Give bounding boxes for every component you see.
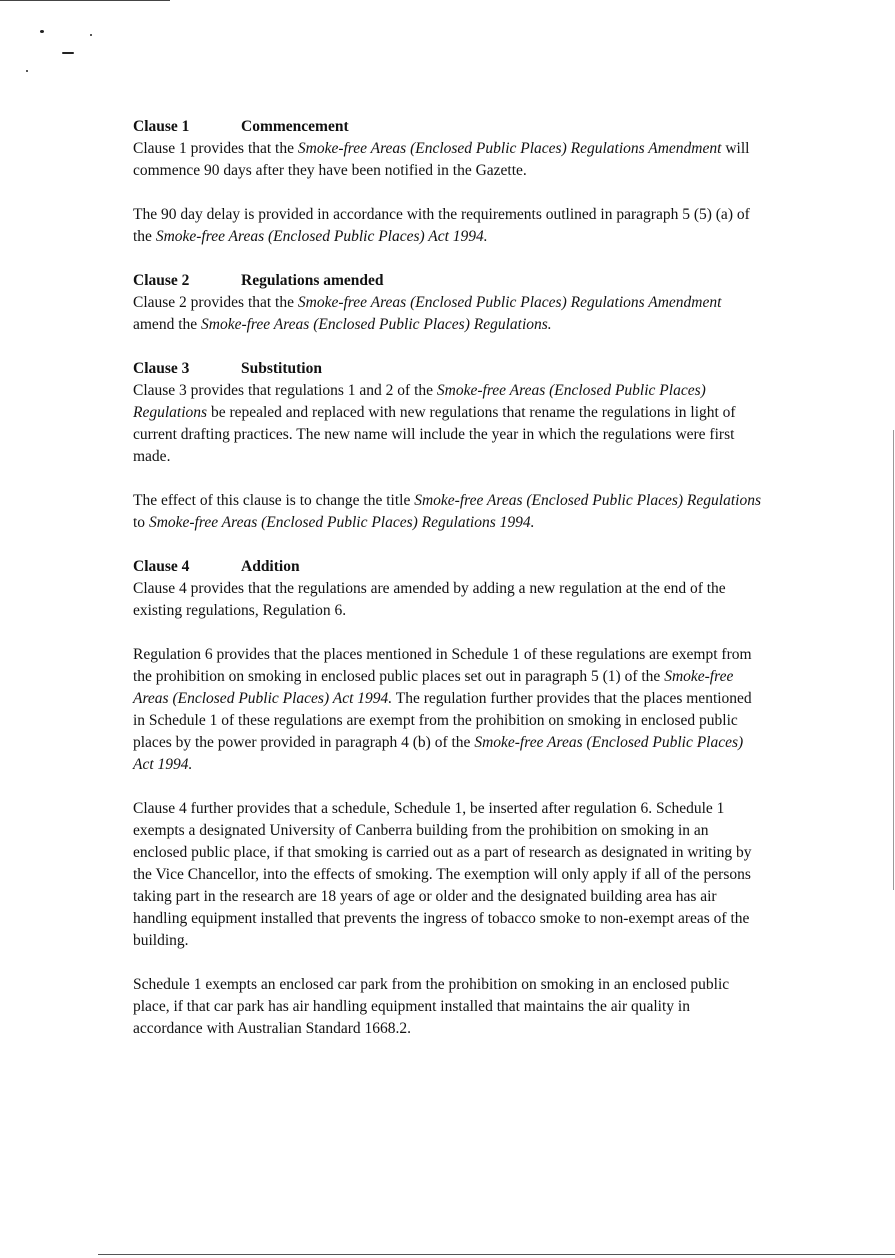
italic-citation: Smoke-free Areas (Enclosed Public Places) Regulations — [133, 382, 706, 421]
text-run: Regulation 6 provides that the places mentioned in Schedule 1 of these regulations are exempt from the prohibition on smoking in enclosed public places set out in paragraph 5 (1) of the — [133, 646, 752, 685]
italic-citation: Smoke-free Areas (Enclosed Public Places) Regulations Amendment — [297, 140, 722, 157]
scan-speck — [40, 30, 44, 33]
clause-paragraph — [133, 490, 763, 534]
clause-number: Clause 3 — [133, 360, 190, 377]
clause-title: Regulations amended — [241, 272, 384, 289]
italic-citation: Smoke-free Areas (Enclosed Public Places) Act 1994. — [133, 668, 734, 707]
italic-citation: Smoke-free Areas (Enclosed Public Places) Regulations — [414, 492, 761, 509]
text-run: The regulation further provides that the places mentioned in Schedule 1 of these regulations are exempt from the prohibition on smoking in enclosed public places by the power provided in paragraph 4 (b) of the — [133, 690, 752, 751]
text-run: The effect of this clause is to change the title — [133, 492, 415, 509]
text-run: Clause 3 provides that regulations 1 and 2 of the — [133, 382, 437, 399]
text-run: The 90 day delay is provided in accordance with the requirements outlined in paragraph 5 (5) (a) of the — [133, 206, 750, 245]
clause-title: Commencement — [241, 118, 349, 135]
clause-heading — [133, 358, 763, 380]
scan-edge-right — [893, 430, 894, 890]
italic-citation: Smoke-free Areas (Enclosed Public Places) Regulations. — [201, 316, 552, 333]
clause-number: Clause 4 — [133, 558, 190, 575]
scan-edge-bottom — [98, 1254, 895, 1255]
text-run: to — [133, 514, 149, 531]
text-run: Clause 4 further provides that a schedule, Schedule 1, be inserted after regulation 6. Schedule 1 exempts a designated University of Canberra building from the prohibition on smoking in an enclosed public place, if that smoking is carried out as a part of research as designated in writing by the Vice Chancellor, into the effects of smoking. The exemption will only apply if all of the persons taking part in the research are 18 years of age or older and the designated building area has air handling equipment installed that prevents the ingress of tobacco smoke to non-exempt areas of the building. — [133, 800, 752, 949]
italic-citation: Smoke-free Areas (Enclosed Public Places) Act 1994. — [155, 228, 488, 245]
scan-speck — [62, 52, 74, 54]
clause-heading — [133, 116, 763, 138]
italic-citation: Smoke-free Areas (Enclosed Public Places) Act 1994. — [133, 734, 744, 773]
scan-speck — [90, 34, 92, 36]
clause-paragraph — [133, 578, 763, 622]
clause-section — [133, 116, 763, 248]
italic-citation: Smoke-free Areas (Enclosed Public Places) Regulations 1994. — [148, 514, 535, 531]
clause-section — [133, 556, 763, 1040]
clause-paragraph — [133, 204, 763, 248]
clause-heading — [133, 270, 763, 292]
clause-paragraph — [133, 380, 763, 468]
clause-number: Clause 2 — [133, 272, 190, 289]
document-body — [133, 116, 763, 1062]
clause-paragraph — [133, 798, 763, 952]
clause-number: Clause 1 — [133, 118, 190, 135]
text-run: amend the — [133, 316, 202, 333]
scan-edge-top — [0, 0, 170, 1]
text-run: Clause 2 provides that the — [133, 294, 298, 311]
clause-section — [133, 270, 763, 336]
text-run: be repealed and replaced with new regulations that rename the regulations in light of current drafting practices. The new name will include the year in which the regulations were first made. — [133, 404, 736, 465]
clause-paragraph — [133, 974, 763, 1040]
clause-section — [133, 358, 763, 534]
clause-title: Addition — [241, 558, 300, 575]
text-run: Clause 1 provides that the — [133, 140, 298, 157]
clause-heading — [133, 556, 763, 578]
clause-paragraph — [133, 138, 763, 182]
clause-title: Substitution — [241, 360, 322, 377]
italic-citation: Smoke-free Areas (Enclosed Public Places) Regulations Amendment — [297, 294, 722, 311]
scan-speck — [26, 70, 28, 72]
text-run: Schedule 1 exempts an enclosed car park from the prohibition on smoking in an enclosed public place, if that car park has air handling equipment installed that maintains the air quality in accordance with Australian Standard 1668.2. — [133, 976, 730, 1037]
text-run: will commence 90 days after they have been notified in the Gazette. — [133, 140, 750, 179]
clause-paragraph — [133, 292, 763, 336]
clause-paragraph — [133, 644, 763, 776]
text-run: Clause 4 provides that the regulations are amended by adding a new regulation at the end of the existing regulations, Regulation 6. — [133, 580, 726, 619]
